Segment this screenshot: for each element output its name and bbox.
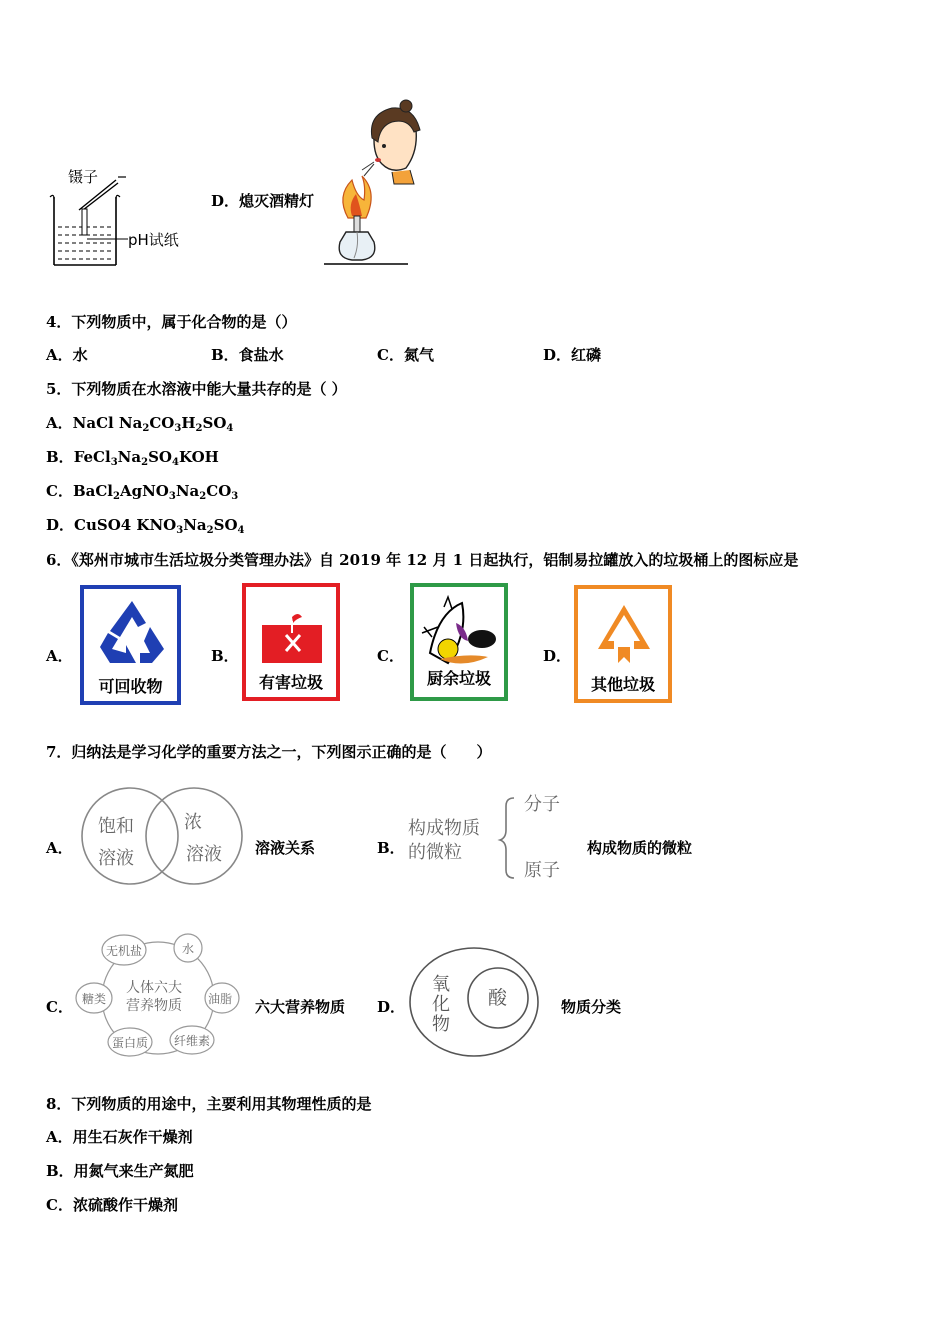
bracket-root-line2: 的微粒 xyxy=(408,842,462,863)
oxide-char-2: 化 xyxy=(432,994,450,1015)
q7-option-a-letter: A． xyxy=(46,839,73,857)
q8-option-b: B．用氮气来生产氮肥 xyxy=(46,1162,194,1180)
q5-option-b: B．$FeCl_3Na_2SO_4KOH$ xyxy=(46,448,219,468)
hazardous-label: 有害垃圾 xyxy=(258,673,323,692)
q4-option-a: A．水 xyxy=(46,346,88,364)
other-waste-symbol-icon xyxy=(594,601,654,667)
ph-paper-label: pH试纸 xyxy=(128,231,179,249)
acid-label: 酸 xyxy=(488,987,508,1009)
q5-option-a: A．NaCl $Na_2CO_3H_2SO_4$ xyxy=(46,414,234,434)
nutrient-inorganic-salt: 无机盐 xyxy=(106,944,143,958)
bracket-branch-molecule: 分子 xyxy=(524,794,560,815)
kitchen-waste-bin-icon xyxy=(410,583,508,701)
q6-option-d-letter: D． xyxy=(543,647,572,665)
q7-option-c-letter: C． xyxy=(46,998,73,1016)
nutrients-center-line1: 人体六大 xyxy=(126,980,182,996)
q4-option-c: C．氮气 xyxy=(377,346,434,364)
q7-d-caption: 物质分类 xyxy=(561,998,622,1016)
q7-stem: 7．归纳法是学习化学的重要方法之一，下列图示正确的是（ ） xyxy=(46,743,492,761)
q7-c-caption: 六大营养物质 xyxy=(255,998,346,1016)
nutrient-water: 水 xyxy=(182,942,195,956)
hazardous-bin-icon xyxy=(242,583,340,701)
q4-option-b: B．食盐水 xyxy=(211,346,284,364)
solution-venn-diagram xyxy=(76,784,252,890)
nutrient-fat: 油脂 xyxy=(208,992,233,1006)
nutrients-center-line2: 营养物质 xyxy=(126,998,182,1014)
tweezers-label: 镊子 xyxy=(68,168,99,186)
q5-option-d: D．CuSO4 $KNO_3Na_2SO_4$ xyxy=(46,516,245,536)
blow-out-lamp-figure xyxy=(322,100,422,270)
nutrient-sugar: 糖类 xyxy=(82,992,107,1006)
q7-a-caption: 溶液关系 xyxy=(255,839,316,857)
nutrient-protein: 蛋白质 xyxy=(112,1036,149,1050)
oxide-char-3: 物 xyxy=(432,1014,450,1035)
q6-option-a-letter: A． xyxy=(46,647,73,665)
q5-stem: 5．下列物质在水溶液中能大量共存的是（ ） xyxy=(46,380,347,398)
bracket-root-line1: 构成物质 xyxy=(408,818,480,839)
q3-option-d: D．熄灭酒精灯 xyxy=(211,192,315,210)
recycle-arrows-icon xyxy=(96,597,168,669)
q8-option-c: C．浓硫酸作干燥剂 xyxy=(46,1196,178,1214)
venn-left-line2: 溶液 xyxy=(98,848,134,869)
beaker-ph-paper-figure xyxy=(44,165,194,275)
hazardous-symbol-icon xyxy=(262,607,322,663)
q6-stem: 6．《郑州市城市生活垃圾分类管理办法》自 2019 年 12 月 1 日起执行，铝制易拉罐放入的垃圾桶上的图标应是 xyxy=(46,551,799,569)
q7-option-b-letter: B． xyxy=(377,839,405,857)
q7-option-d-letter: D． xyxy=(377,998,406,1016)
kitchen-waste-label: 厨余垃圾 xyxy=(426,669,491,688)
recyclable-bin-icon xyxy=(80,585,181,705)
q5-option-c: C．$BaCl_2AgNO_3Na_2CO_3$ xyxy=(46,482,239,502)
food-scraps-icon xyxy=(418,593,504,673)
recyclable-label: 可回收物 xyxy=(98,677,163,696)
particle-bracket-diagram xyxy=(406,786,582,886)
q6-option-c-letter: C． xyxy=(377,647,404,665)
venn-right-line2: 溶液 xyxy=(186,844,222,865)
oxide-char-1: 氧 xyxy=(432,974,450,995)
q8-stem: 8．下列物质的用途中，主要利用其物理性质的是 xyxy=(46,1095,372,1113)
q4-option-d: D．红磷 xyxy=(543,346,602,364)
q4-stem: 4．下列物质中，属于化合物的是（） xyxy=(46,313,297,331)
oxide-acid-nested-diagram xyxy=(406,944,546,1060)
venn-left-line1: 饱和 xyxy=(98,816,134,837)
venn-right-line1: 浓 xyxy=(184,812,202,833)
q7-b-caption: 构成物质的微粒 xyxy=(587,839,693,857)
nutrients-cycle-diagram xyxy=(72,928,244,1062)
other-waste-label: 其他垃圾 xyxy=(590,675,655,694)
bracket-branch-atom: 原子 xyxy=(524,860,560,881)
nutrient-cellulose: 纤维素 xyxy=(174,1034,211,1048)
q8-option-a: A．用生石灰作干燥剂 xyxy=(46,1128,193,1146)
q6-option-b-letter: B． xyxy=(211,647,239,665)
other-waste-bin-icon xyxy=(574,585,672,703)
